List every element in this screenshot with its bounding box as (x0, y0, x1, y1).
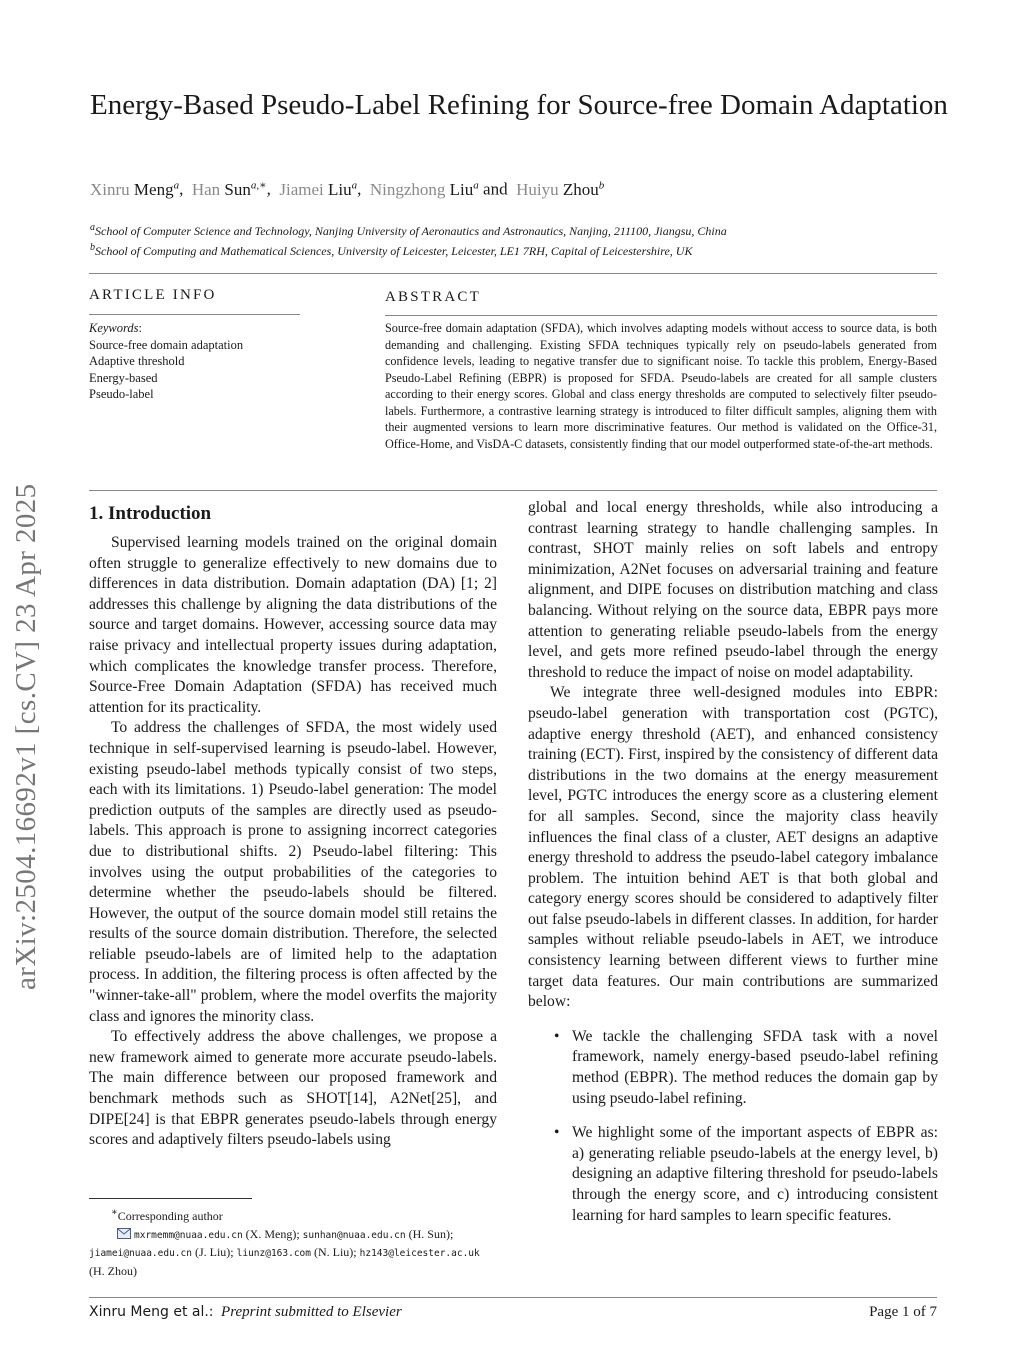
keyword: Energy-based (89, 370, 158, 385)
abstract-heading: ABSTRACT (385, 289, 481, 305)
right-column (528, 498, 938, 1226)
affiliation-b: $^b$School of Computing and Mathematical Sciences, University of Leicester, Leicester, LE1 7RH, Capital of Leicestershire, UK (90, 242, 693, 258)
author: Han Sun$^{a,∗}$ (191, 179, 267, 199)
paragraph: Supervised learning models trained on the original domain often struggle to generalize effectively to new domains due to differences in data distribution. Domain adaptation (DA) [1; 2] addresses this challenge by aligning the data distributions of the source and target domains. However, accessing source data may raise privacy and intellectual property issues during adaptation, which complicates the knowledge transfer process. Therefore, Source-Free Domain Adaptation (SFDA) has received much attention for its practicality. (89, 534, 497, 716)
paragraph: We integrate three well-designed modules into EBPR: pseudo-label generation with transportation cost (PGTC), adaptive energy threshold (AET), and enhanced consistency training (ECT). First, inspired by the consistency of different data distributions in the two domains at the energy measurement level, PGTC introduces the energy score as a clustering element for all samples. Second, since the majority class heavily influences the final class of a cluster, AET designs an adaptive energy threshold to address the pseudo-label category imbalance problem. The intuition behind AET is that both global and category energy scores should be considered to adaptively filter out false pseudo-labels in different classes. In addition, for harder samples without reliable pseudo-labels in AET, we introduce consistency learning between different views to further mine target data features. Our main contributions are summarized below: (528, 684, 938, 1011)
article-info-heading: ARTICLE INFO (89, 287, 217, 303)
author-list: Xinru Meng$^a$, Han Sun$^{a,∗}$, Jiamei Liu$^a$, Ningzhong Liu$^a$ and Huiyu Zhou$^b$ (90, 179, 605, 199)
author: Huiyu Zhou$^b$ (516, 179, 605, 199)
arxiv-stamp: arXiv:2504.16692v1 [cs.CV] 23 Apr 2025 (10, 483, 42, 990)
divider (89, 314, 300, 315)
keywords: Keywords: Source-free domain adaptation Adaptive threshold Energy-based Pseudo-label (89, 321, 244, 401)
divider (89, 273, 937, 274)
paper-title: Energy-Based Pseudo-Label Refining for Source-free Domain Adaptation (90, 89, 948, 121)
section-heading: 1. Introduction (89, 503, 212, 524)
email-link[interactable]: sunhan@nuaa.edu.cn (302, 1229, 406, 1241)
affiliation-a: $^a$School of Computer Science and Technology, Nanjing University of Aeronautics and Astronautics, Nanjing, 211100, Jiangsu, China (90, 222, 727, 238)
email-link[interactable]: mxrmemm@nuaa.edu.cn (134, 1229, 243, 1241)
footer-left: Xinru Meng et al.: Preprint submitted to Elsevier (89, 1304, 402, 1320)
author: Xinru Meng$^a$ (90, 179, 180, 199)
email-link[interactable]: liunz@163.com (236, 1248, 311, 1259)
divider (385, 315, 937, 316)
footnote: ∗Corresponding author mxrmemm@nuaa.edu.cn (X. Meng); sunhan@nuaa.edu.cn (H. Sun); jiamei@nuaa.edu.cn (J. Liu); liunz@163.com (N. Liu); hz143@leicester.ac.uk (H. Zhou) (89, 1207, 480, 1278)
list-item: • We highlight some of the important aspects of EBPR as: a) generating reliable pseudo-labels at the energy level, b) designing an adaptive filtering threshold for pseudo-labels through the energy score, and c) introducing consistent learning for hard samples to learn specific features. (554, 1124, 938, 1224)
paragraph: To effectively address the above challenges, we propose a new framework aimed to generate more accurate pseudo-labels. The main difference between our proposed framework and benchmark methods such as SHOT[14], A2Net[25], and DIPE[24] is that EBPR generates pseudo-labels through energy scores and adaptively filters pseudo-labels using (89, 1028, 497, 1149)
paragraph: To address the challenges of SFDA, the most widely used technique in self-supervised learning is pseudo-label. However, existing pseudo-label methods typically consist of two steps, each with its limitations. 1) Pseudo-label generation: The model prediction outputs of the samples are directly used as pseudo-labels. This approach is prone to assigning incorrect categories due to distributional shifts. 2) Pseudo-label filtering: This involves using the output probabilities of the categories to determine whether the pseudo-labels should be filtered. However, the output of the source domain model still retains the results of the source domain distribution. Therefore, the selected reliable pseudo-labels are of limited help to the adaptation process. In addition, the filtering process is often affected by the "winner-take-all" problem, where the model overfits the majority class and ignores the minority class. (89, 719, 497, 1025)
keyword: Source-free domain adaptation (89, 337, 244, 352)
author: Ningzhong Liu$^a$ (369, 179, 479, 199)
author: Jiamei Liu$^a$ (279, 179, 358, 199)
divider (89, 490, 937, 491)
page-number: Page 1 of 7 (869, 1304, 937, 1320)
keyword: Pseudo-label (89, 387, 154, 401)
abstract-text: Source-free domain adaptation (SFDA), which involves adapting models without access to source data, is both demanding and challenging. Existing SFDA techniques typically rely on pseudo-labels generated from confidence levels, leading to negative transfer due to significant noise. To tackle this problem, Energy-Based Pseudo-Label Refining (EBPR) is proposed for SFDA. Pseudo-labels are created for all sample clusters according to their energy scores. Global and class energy thresholds are computed to selectively filter pseudo-labels. Furthermore, a contrastive learning strategy is introduced to filter difficult samples, aligning them with their augmented versions to learn more discriminative features. Our method is validated on the Office-31, Office-Home, and VisDA-C datasets, consistently finding that our model outperformed state-of-the-art methods. (385, 321, 937, 451)
footer-rule (89, 1297, 937, 1298)
mail-icon (117, 1228, 131, 1239)
paragraph: global and local energy thresholds, while also introducing a contrast learning strategy to handle challenging samples. In contrast, SHOT mainly relies on soft labels and entropy minimization, A2Net focuses on adversarial training and feature alignment, and DIPE focuses on distribution matching and class balancing. Without relying on the source data, EBPR pays more attention to generating reliable pseudo-labels from the energy level, and gets more refined pseudo-label through the energy threshold to reduce the impact of noise on model adaptability. (528, 499, 938, 681)
left-column (89, 533, 497, 1151)
email-link[interactable]: jiamei@nuaa.edu.cn (89, 1248, 192, 1259)
keyword: Adaptive threshold (89, 354, 185, 368)
email-link[interactable]: hz143@leicester.ac.uk (359, 1248, 480, 1259)
footnote-rule (89, 1198, 252, 1199)
list-item: • We tackle the challenging SFDA task with a novel framework, namely energy-based pseudo-label refining method (EBPR). The method reduces the domain gap by using pseudo-label refining. (554, 1027, 938, 1107)
